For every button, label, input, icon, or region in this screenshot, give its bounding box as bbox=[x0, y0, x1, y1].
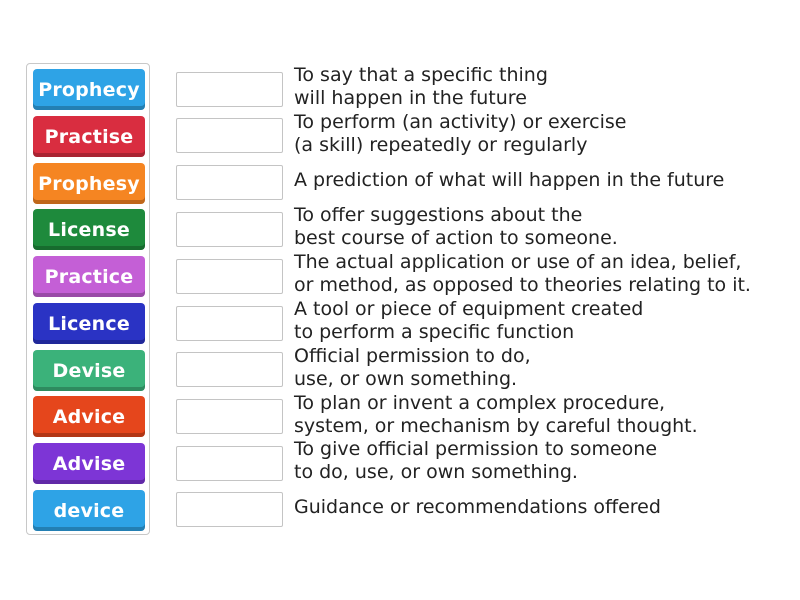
drop-box-4[interactable] bbox=[176, 212, 283, 247]
definition-7: Official permission to do, use, or own something. bbox=[294, 344, 531, 390]
drop-box-9[interactable] bbox=[176, 446, 283, 481]
word-tile-advise[interactable]: Advise bbox=[33, 443, 145, 484]
drop-box-8[interactable] bbox=[176, 399, 283, 434]
definition-9: To give official permission to someone to do, use, or own something. bbox=[294, 437, 658, 483]
definition-6: A tool or piece of equipment created to perform a specific function bbox=[294, 297, 644, 343]
drop-box-10[interactable] bbox=[176, 492, 283, 527]
drop-box-1[interactable] bbox=[176, 72, 283, 107]
drop-box-6[interactable] bbox=[176, 306, 283, 341]
definition-2: To perform (an activity) or exercise (a skill) repeatedly or regularly bbox=[294, 110, 627, 156]
definition-4: To offer suggestions about the best course of action to someone. bbox=[294, 203, 618, 249]
word-tile-prophesy[interactable]: Prophesy bbox=[33, 163, 145, 204]
word-tile-practice[interactable]: Practice bbox=[33, 256, 145, 297]
definition-5: The actual application or use of an idea, belief, or method, as opposed to theories relating to it. bbox=[294, 250, 751, 296]
drop-box-2[interactable] bbox=[176, 118, 283, 153]
definition-1: To say that a specific thing will happen in the future bbox=[294, 63, 548, 109]
word-tile-devise[interactable]: Devise bbox=[33, 350, 145, 391]
word-tile-licence[interactable]: Licence bbox=[33, 303, 145, 344]
word-tile-prophecy[interactable]: Prophecy bbox=[33, 69, 145, 110]
definition-8: To plan or invent a complex procedure, system, or mechanism by careful thought. bbox=[294, 391, 698, 437]
word-tile-advice[interactable]: Advice bbox=[33, 396, 145, 437]
word-tile-device[interactable]: device bbox=[33, 490, 145, 531]
drop-box-3[interactable] bbox=[176, 165, 283, 200]
drop-box-7[interactable] bbox=[176, 352, 283, 387]
word-bank bbox=[26, 63, 150, 535]
definition-3: A prediction of what will happen in the future bbox=[294, 169, 725, 191]
word-tile-license[interactable]: License bbox=[33, 209, 145, 250]
definition-10: Guidance or recommendations offered bbox=[294, 496, 661, 518]
drop-box-5[interactable] bbox=[176, 259, 283, 294]
word-tile-practise[interactable]: Practise bbox=[33, 116, 145, 157]
